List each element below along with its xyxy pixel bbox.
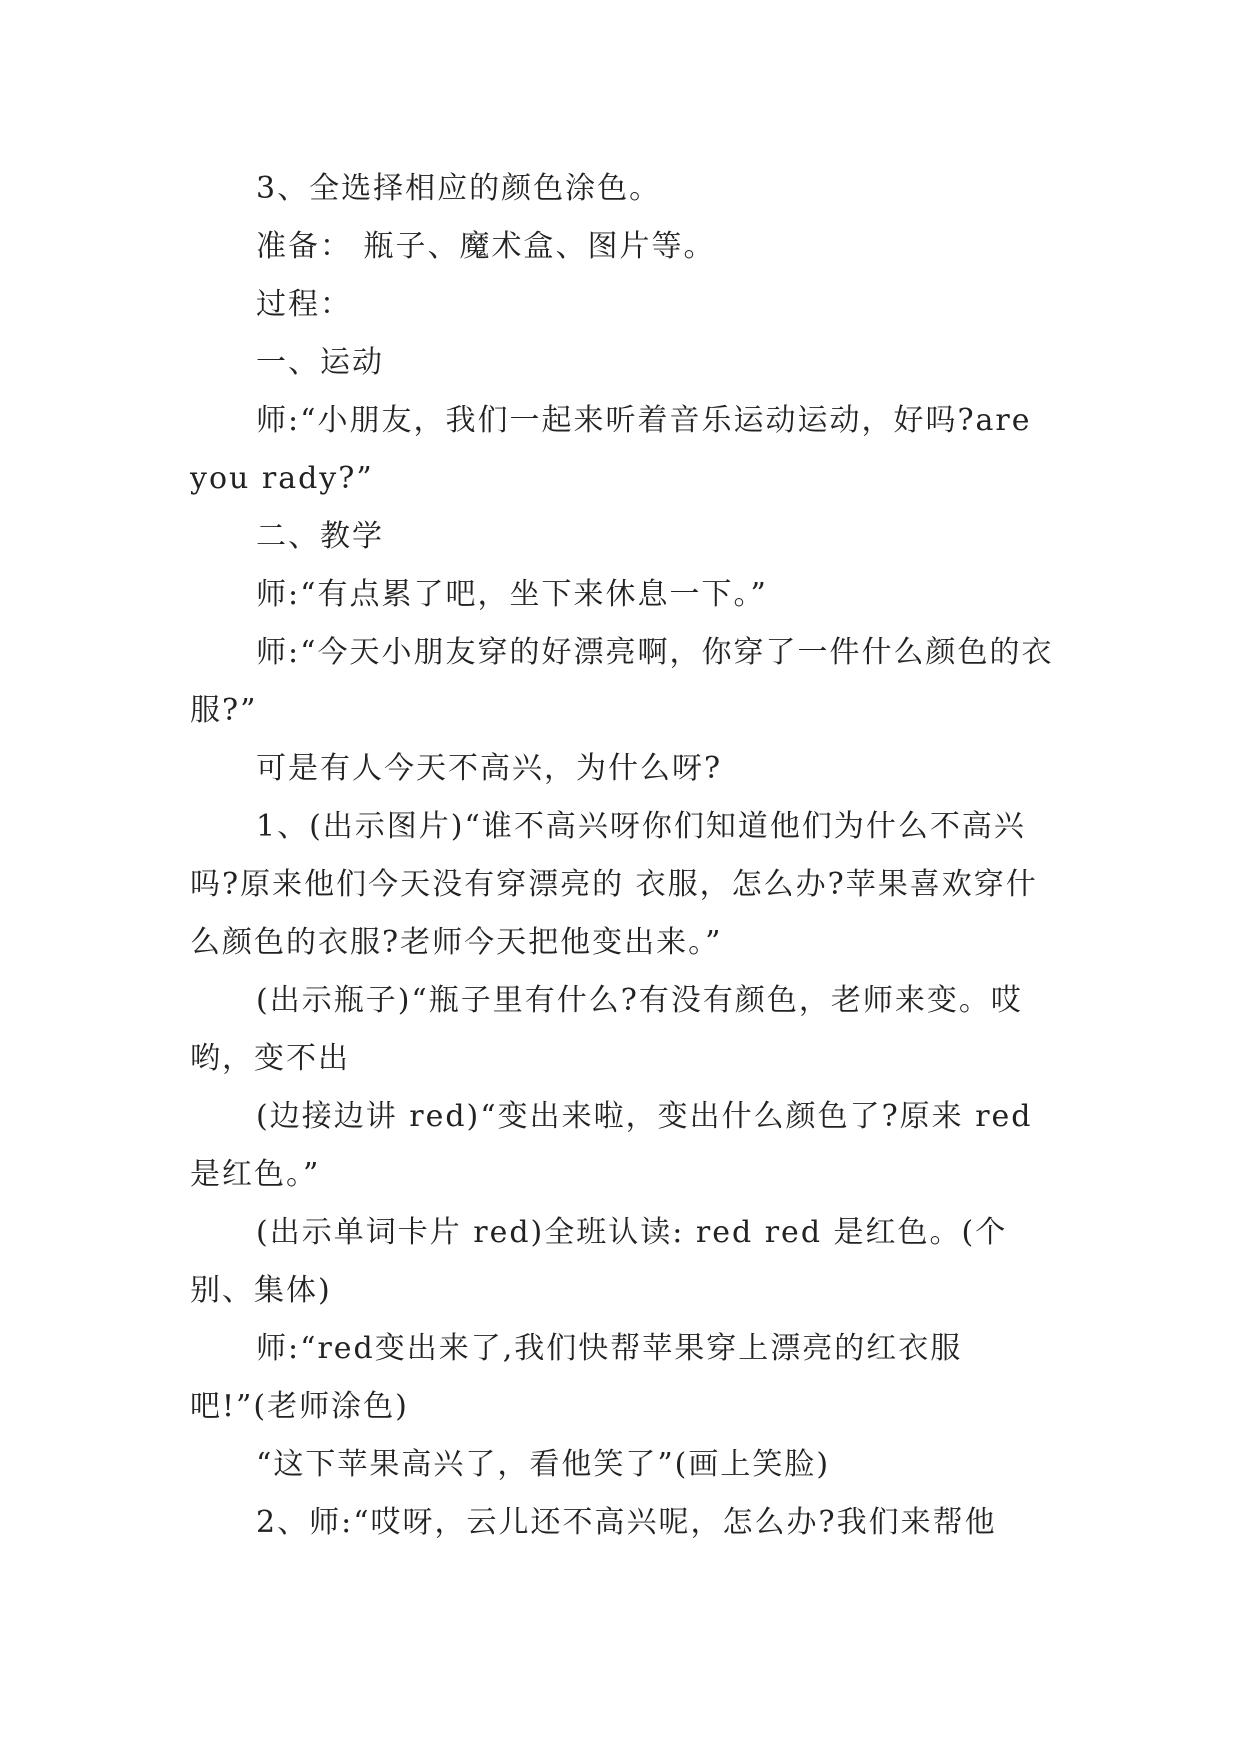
paragraph-11: (出示瓶子)“瓶子里有什么?有没有颜色，老师来变。哎哟，变不出 (190, 983, 1023, 1076)
paragraph-12: (边接边讲 red)“变出来啦，变出什么颜色了?原来 red 是红色。” (190, 1099, 1033, 1192)
paragraph-13: (出示单词卡片 red)全班认读: red red 是红色。(个别、集体) (190, 1215, 1008, 1308)
document-body (190, 160, 1060, 1552)
paragraph-5: 师:“小朋友，我们一起来听着音乐运动运动，好吗?are you rady?” (190, 403, 1032, 496)
paragraph-14: 师:“red变出来了,我们快帮苹果穿上漂亮的红衣服吧!”(老师涂色) (190, 1331, 963, 1424)
paragraph-6: 二、教学 (256, 519, 384, 554)
paragraph-7: 师:“有点累了吧，坐下来休息一下。” (256, 577, 768, 612)
paragraph-16: 2、师:“哎呀，云儿还不高兴呢，怎么办?我们来帮他 (256, 1505, 997, 1540)
paragraph-3: 过程： (256, 287, 352, 322)
paragraph-2: 准备： 瓶子、魔术盒、图片等。 (256, 229, 716, 264)
paragraph-9: 可是有人今天不高兴，为什么呀? (256, 751, 723, 786)
paragraph-1: 3、全选择相应的颜色涂色。 (256, 171, 662, 206)
paragraph-10: 1、(出示图片)“谁不高兴呀你们知道他们为什么不高兴吗?原来他们今天没有穿漂亮的 衣服，怎么办?苹果喜欢穿什么颜色的衣服?老师今天把他变出来。” (190, 809, 1038, 960)
paragraph-4: 一、运动 (256, 345, 384, 380)
paragraph-8: 师:“今天小朋友穿的好漂亮啊，你穿了一件什么颜色的衣服?” (190, 635, 1054, 728)
paragraph-15: “这下苹果高兴了，看他笑了”(画上笑脸) (256, 1447, 831, 1482)
